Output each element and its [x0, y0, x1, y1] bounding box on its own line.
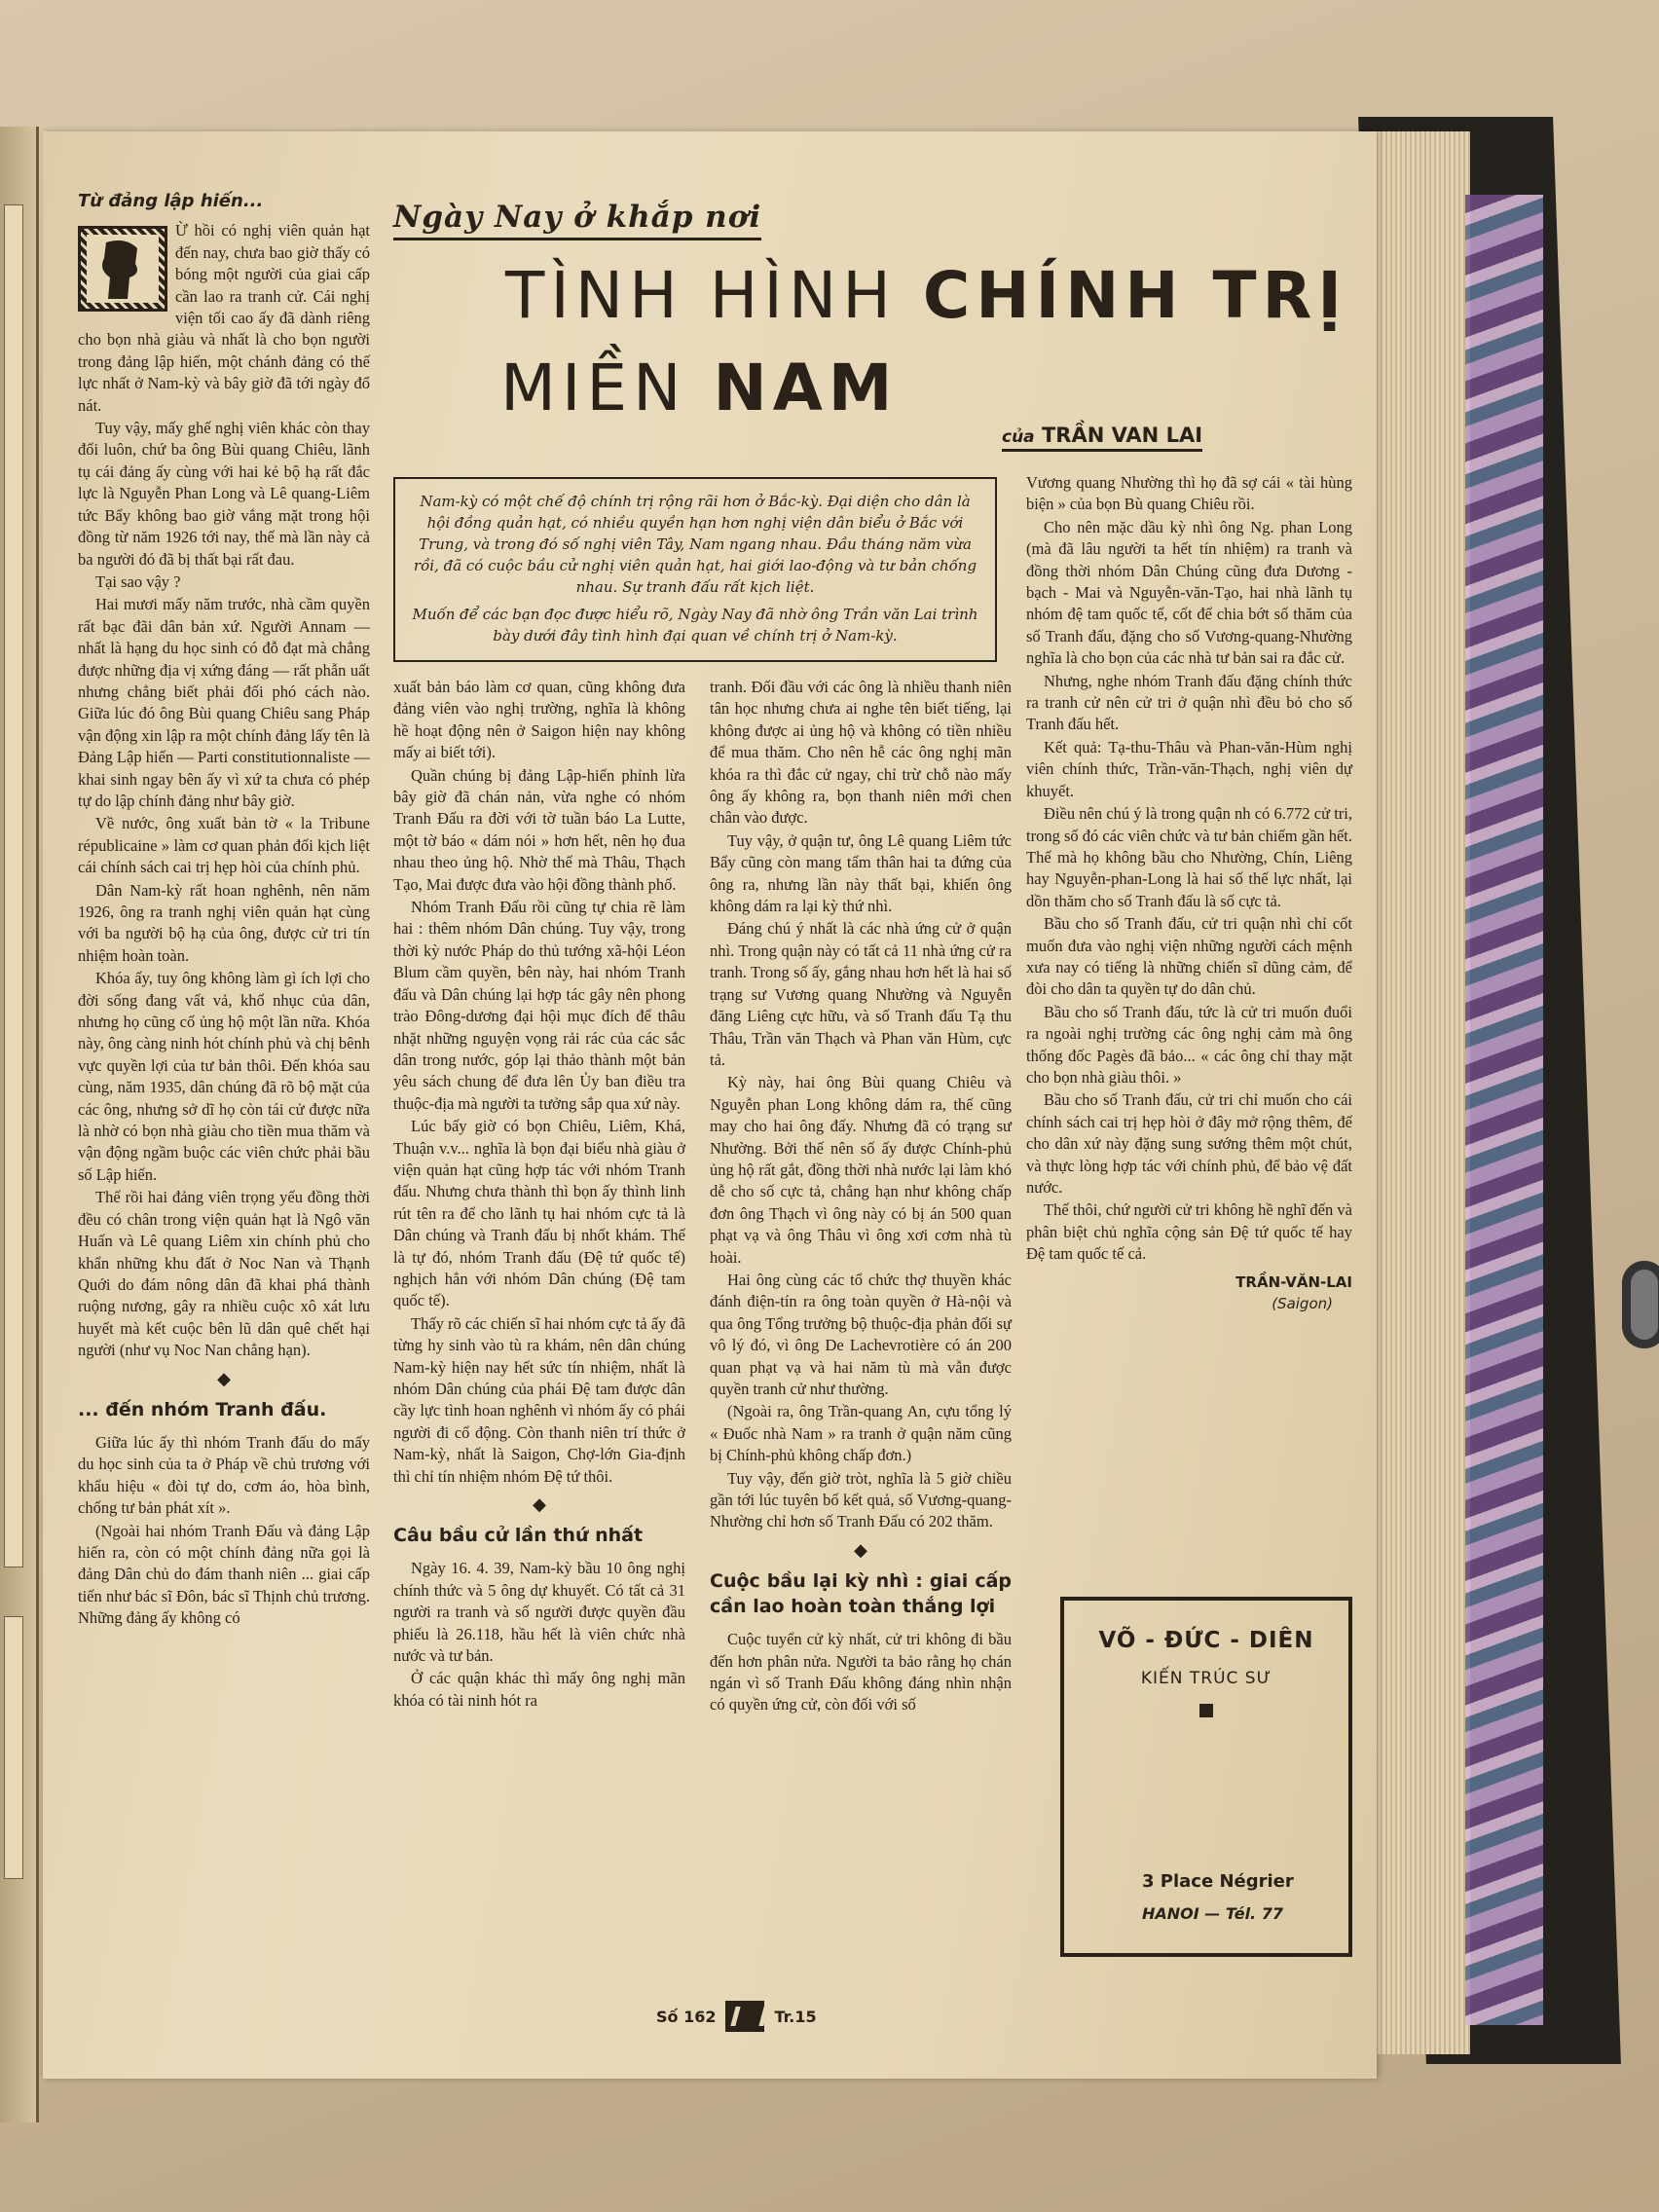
paragraph: Nhóm Tranh Đấu rồi cũng tự chia rẽ làm hai : thêm nhóm Dân chúng. Tuy vậy, trong thời kỳ nước Pháp do thủ tướng xã-hội Léon Blum cầm quyền, bên này, hai nhóm Tranh đấu và Dân chúng lại hợp tác gây nên phong trào Đông-dương đại hội mục đích để thâu nhặt những nguyện vọng rải rác của các sắc dân trong nước, góp lại thảo thành một bản yêu sách chung để đưa lên Ủy ban điều tra thuộc-địa mà người ta tưởng sắp qua xứ này. — [393, 898, 685, 1113]
paragraph: Bầu cho số Tranh đấu, cử tri quận nhì chỉ cốt muốn đưa vào nghị viện những người cách mệnh xưa nay có tiếng là những chiến sĩ dũng cảm, để đòi cho dân ta quyền tự do dân chủ. — [1026, 914, 1352, 999]
paragraph: Tại sao vậy ? — [95, 571, 181, 591]
paragraph: Dân Nam-kỳ rất hoan nghênh, nên năm 1926, ông ra tranh nghị viên quản hạt cùng với ba người bộ hạ của ông, được cử tri tín nhiệm hoàn toàn. — [78, 880, 370, 965]
paragraph: Tuy vậy, ở quận tư, ông Lê quang Liêm tức Bẩy cũng còn mang tấm thân hai ta đứng của ông ra, nhưng lần này thất bại, khiến ông không dám ra lại kỳ thứ nhì. — [710, 830, 1012, 916]
column-3 — [710, 677, 1012, 1717]
profile-icon — [87, 235, 159, 303]
page-footer — [656, 2001, 817, 2032]
author-signature — [1026, 1272, 1352, 1315]
paragraph: Kết quả: Tạ-thu-Thâu và Phan-văn-Hùm nghị viên chính thức, Trần-văn-Thạch, nghị viên dự khuyết. — [1026, 737, 1352, 800]
paragraph: Bầu cho số Tranh đấu, cử tri chỉ muốn cho cái chính sách cai trị hẹp hòi ở đây mở rộng thêm, để cho dân xứ này đặng sung sướng thêm một chút, và thực lòng hợp tác với chính phủ, để bảo vệ đất nước. — [1026, 1090, 1352, 1197]
paragraph: Thấy rõ các chiến sĩ hai nhóm cực tả ấy đã từng hy sinh vào tù ra khám, nên dân chúng Nam-kỳ hiện nay hết sức tín nhiệm, nhất là nhóm Dân chúng của phái Đệ tam được dân cầy lực tình hoan nghênh vì nhóm ấy có phái người đi cổ động. Còn thanh niên trí thức ở Nam-kỳ, nhất là Saigon, Chợ-lớn Gia-định thì chỉ tín nhiệm nhóm Đệ tứ thôi. — [393, 1313, 685, 1486]
paragraph: Cuộc tuyển cử kỳ nhất, cử tri không đi bầu đến hơn phân nửa. Người ta bảo rằng họ chán ngán vì số Tranh Đấu không đáng nhìn nhận có quyền ứng cử, còn đối với số — [710, 1630, 1012, 1714]
ngay-nay-logo-icon — [725, 2001, 764, 2032]
paragraph: Tuy vậy, mấy ghế nghị viên khác còn thay đổi luôn, chứ ba ông Bùi quang Chiêu, lãnh tụ cái đảng ấy cùng với hai kẻ bộ hạ rất đắc lực là Nguyễn Phan Long và Lê quang-Liêm tức Bẩy không bao giờ vắng mặt trong hội đồng từ năm 1926 tới nay, thế mà lần này cả ba người đó đã bị thất bại rất đau. — [78, 419, 370, 569]
paragraph: Ngày 16. 4. 39, Nam-kỳ bầu 10 ông nghị chính thức và 5 ông dự khuyết. Có tất cả 31 người ra tranh và số người được quyền đầu phiếu là 26.118, hầu hết là viên chức nhà nước và tư bản. — [393, 1559, 685, 1666]
paragraph: (Ngoài ra, ông Trần-quang An, cựu tổng lý « Đuốc nhà Nam » ra tranh ở quận năm cũng bị Chính-phủ không chấp đơn.) — [710, 1402, 1012, 1465]
paragraph: Hai mươi mấy năm trước, nhà cầm quyền rất bạc đãi dân bản xứ. Người Annam — nhất là hạng du học sinh có đỗ đạt mà chẳng được những địa vị xứng đáng — rất phẫn uất nhưng chẳng biết phải đối phó cách nào. Giữa lúc đó ông Bùi quang Chiêu sang Pháp vận động xin lập ra một chính đảng lấy tên là Đảng Lập hiến — Parti constitutionnaliste — khai sinh ngay bên ấy vì xứ ta chưa có phép tự do lập chính đảng như bây giờ. — [78, 595, 370, 810]
page-block-edge — [1363, 131, 1470, 2054]
paragraph: Ừ hồi có nghị viên quản hạt đến nay, chưa bao giờ thấy có bóng một người của giai cấp cần lao ra tranh cử. Cái nghị viện tối cao ấy đã dành riêng cho bọn nhà giàu và nhất là cho bọn người trong đảng lập hiến, một chánh đảng có thế lực nhất ở Nam-kỳ và bây giờ đã tới ngày đổ nát. — [78, 221, 370, 415]
byline-author: TRẦN VAN LAI — [1041, 424, 1203, 447]
paragraph: Quần chúng bị đảng Lập-hiến phỉnh lừa bây giờ đã chán nản, vừa nghe có nhóm Tranh Đấu ra đời với tờ tuần báo La Lutte, một tờ báo « dám nói » hơn hết, nên họ đua nhau theo ủng hộ. Nhờ thế mà Thâu, Thạch Tạo, Mai được đưa vào hội đồng thành phố. — [393, 765, 685, 894]
headline-part: MIỀN — [500, 350, 687, 425]
column-2 — [393, 677, 685, 1713]
section-heading: ... đến nhóm Tranh đấu. — [78, 1398, 327, 1420]
signature-place: (Saigon) — [1272, 1295, 1333, 1313]
lead-box — [393, 477, 997, 662]
page-number: Tr.15 — [774, 2007, 817, 2026]
paragraph: Nhưng, nghe nhóm Tranh đấu đặng chính thức ra tranh cử nên cử tri ở quận nhì đều bỏ cho số Tranh đấu hết. — [1026, 671, 1352, 734]
paragraph: Thế rồi hai đảng viên trọng yếu đồng thời đều có chân trong viện quản hạt là Ngô văn Huấn và Lê quang Liêm xin chính phủ cho khẩn những khu đất ở Noc Nan và Thạnh Quới do đám nông dân đã khai phá thành ruộng nương, gây ra nhiều cuộc xô xát lưu huyết mà kết cuộc bên lũ dân quê chết hại người (như vụ Noc Nan chẳng hạn). — [78, 1188, 370, 1360]
marbled-endpaper — [1465, 195, 1543, 2025]
diamond-separator-icon: ◆ — [533, 1494, 546, 1515]
paragraph: Cho nên mặc dầu kỳ nhì ông Ng. phan Long (mà đã lâu người ta hết tín nhiệm) ra tranh và đồng thời nhóm Dân Chúng cũng đưa Dương - bạch - Mai và Nguyễn-văn-Tạo, hai nhà lãnh tụ nhóm đệ tam quốc tế, cốt để chia bớt số thăm của số Tranh đấu, đặng cho số Vương-quang-Nhường nghĩa là cho bọn của các nhà tư bản sai ra đắc cử. — [1026, 517, 1352, 668]
issue-number: Số 162 — [656, 2007, 717, 2026]
column-1 — [78, 185, 370, 1631]
ad-name: VÕ - ĐỨC - DIÊN — [1098, 1628, 1314, 1653]
headline-part-bold: NAM — [713, 350, 899, 425]
section-heading: Từ đảng lập hiến... — [78, 191, 264, 211]
column-4 — [1026, 472, 1352, 1314]
paragraph: Thế thôi, chứ người cử tri không hề nghĩ đến và phân biệt chủ nghĩa cộng sản Đệ tứ quốc tế hay Đệ tam quốc tế cả. — [1026, 1200, 1352, 1264]
paragraph: Về nước, ông xuất bản tờ « la Tribune républicaine » làm cơ quan phản đối kịch liệt cái chính sách cai trị hẹp hòi của chính phủ. — [78, 814, 370, 877]
section-heading: Câu bầu cử lần thứ nhất — [393, 1525, 644, 1547]
diamond-separator-icon: ◆ — [854, 1539, 867, 1560]
section-kicker: Ngày Nay ở khắp nơi — [393, 200, 761, 240]
paragraph: tranh. Đối đầu với các ông là nhiều thanh niên tân học nhưng chưa ai nghe tên biết tiếng, lại không được ai ủng hộ và không có tiền nhiều để mua thăm. Cho nên hễ các ông nghị mãn khóa ra thì đắc cử ngay, chỉ trừ chỗ nào mấy ông ấy không ra, bọn thanh niên mới chen chân vào được. — [710, 678, 1012, 828]
paragraph: Lúc bấy giờ có bọn Chiêu, Liêm, Khá, Thuận v.v... nghĩa là bọn đại biểu nhà giàu ở viện quản hạt cũng hợp tác với nhóm Tranh đấu. Nhưng chưa thành thì bọn ấy thình linh rút tên ra để cho lãnh tụ hai nhóm cực tả là Dân chúng và Tranh đấu bị nhốt khám. Thế là tự đó, nhóm Tranh đấu (Đệ tứ quốc tế) nghịch hẳn với nhóm Dân chúng (Đệ tam quốc tế). — [393, 1117, 685, 1310]
paragraph: Điều nên chú ý là trong quận nh có 6.772 cử tri, trong số đó các viên chức và tư bản chiếm gần hết. Thế mà họ không bầu cho Nhường, Chín, Liêng hay Nguyễn-phan-Long là hai số thế lực nhất, lại dồn thăm cho số Tranh đấu là số cực tả. — [1026, 804, 1352, 910]
previous-page-margin — [4, 204, 23, 1567]
ad-city: HANOI — Tél. 77 — [1142, 1904, 1283, 1923]
previous-page-edge — [0, 127, 39, 2122]
lead-paragraph: Muốn để các bạn đọc được hiểu rõ, Ngày Nay đã nhờ ông Trần văn Lai trình bày dưới đây tình hình đại quan về chính trị ở Nam-kỳ. — [412, 606, 978, 645]
headline-part: TÌNH HÌNH — [505, 258, 897, 333]
paragraph: Tuy vậy, đến giờ tròt, nghĩa là 5 giờ chiều gần tới lúc tuyên bố kết quả, số Vương-quang-Nhường chỉ hơn số Tranh Đấu có 202 thăm. — [710, 1468, 1012, 1531]
paragraph: Ở các quận khác thì mấy ông nghị mãn khóa có tài ninh hót ra — [393, 1669, 685, 1710]
newspaper-page — [43, 131, 1377, 2079]
architect-advertisement — [1060, 1597, 1352, 1957]
dropcap-illustration — [78, 226, 167, 312]
square-bullet-icon — [1199, 1704, 1213, 1717]
paragraph: Vương quang Nhường thì họ đã sợ cái « tài hùng biện » của bọn Bù quang Chiêu rồi. — [1026, 473, 1352, 514]
paragraph: xuất bản báo làm cơ quan, cũng không đưa đảng viên vào nghị trường, nghĩa là không hề hoạt động nên ở Saigon hiện nay không mấy ai biết tới). — [393, 678, 685, 762]
byline — [1002, 424, 1202, 452]
headline-part-bold: CHÍNH TRỊ — [922, 258, 1347, 333]
paragraph: Hai ông cùng các tổ chức thợ thuyền khác đánh điện-tín ra ông toàn quyền ở Hà-nội và qua ông Tổng trưởng bộ thuộc-địa phản đối sự vô lý đó, vì ông De Lachevrotière có án 200 quan phạt vạ và hai năm tù mà vẫn được quyền tranh cử như thường. — [710, 1270, 1012, 1398]
paragraph: Kỳ này, hai ông Bùi quang Chiêu và Nguyễn phan Long không dám ra, thế cũng may cho hai ông đấy. Nhưng đã có trạng sư Nhường. Bởi thế nên số ấy được Chính-phủ ủng hộ rất gắt, đồng thời nhà nước lại làm khó dễ cho số cực tả, chẳng hạn như không chấp đơn ông Thạch vì ông này có bị án 500 quan phạt vạ và ông Thâu vì ông xơi cơm nhà tù hoài. — [710, 1073, 1012, 1267]
binder-ring — [1622, 1261, 1659, 1348]
ad-profession: KIẾN TRÚC SƯ — [1140, 1669, 1272, 1688]
headline-line-2 — [500, 350, 898, 425]
paragraph: Khóa ấy, tuy ông không làm gì ích lợi cho đời sống đang vất vả, khổ nhục của dân, nhưng họ cũng cố ủng hộ một lần nữa. Khóa này, ông càng ninh hót chính phủ và chị bênh vực quyền lợi của tư bản thôi. Đến khóa sau cùng, năm 1935, dân chúng đã rõ bộ mặt của các ông, nhưng sở dĩ họ còn tái cử được nữa là nhờ có bọn nhà giàu cho tiền mua thăm và vận động ngầm buộc các viên chức phải bầu số Lập hiến. — [78, 969, 370, 1184]
byline-prefix: của — [1002, 427, 1035, 447]
headline-line-1 — [505, 258, 1347, 333]
diamond-separator-icon: ◆ — [217, 1368, 231, 1388]
previous-page-margin — [4, 1616, 23, 1879]
paragraph: Bầu cho số Tranh đấu, tức là cử tri muốn đuổi ra ngoài nghị trường các ông nghị cảm mà ông thống đốc Pagès đã bảo... « các ông chỉ thay mặt cho bọn nhà giàu thôi. » — [1026, 1002, 1352, 1087]
paragraph: (Ngoài hai nhóm Tranh Đấu và đảng Lập hiến ra, còn có một chính đảng nữa gọi là đảng Dân chủ do đám thanh niên ... giai cấp tiến như bác sĩ Đôn, bác sĩ Thịnh chủ trương. Những đảng ấy không có — [78, 1521, 370, 1628]
signature-name: TRẦN-VĂN-LAI — [1235, 1272, 1352, 1291]
paragraph: Đáng chú ý nhất là các nhà ứng cử ở quận nhì. Trong quận này có tất cả 11 nhà ứng cử ra tranh. Trong số ấy, gắng nhau hơn hết là hai số trạng sư Vương quang Nhường và Nguyễn đăng Liêng cực hữu, và số Tranh đấu Tạ thu Thâu, Trần văn Thạch và Phan văn Hùm, cực tả. — [710, 919, 1012, 1069]
paragraph: Giữa lúc ấy thì nhóm Tranh đấu do mấy du học sinh của ta ở Pháp về chủ trương với khẩu hiệu « đòi tự do, cơm áo, hòa bình, chống tư bản phát xít ». — [78, 1432, 370, 1518]
section-heading: Cuộc bầu lại kỳ nhì : giai cấp cần lao hoàn toàn thắng lợi — [710, 1570, 1012, 1618]
ad-address: 3 Place Négrier — [1142, 1871, 1294, 1892]
lead-paragraph: Nam-kỳ có một chế độ chính trị rộng rãi hơn ở Bắc-kỳ. Đại diện cho dân là hội đồng quản hạt, có nhiều quyền hạn hơn nghị viện dân biểu ở Bắc với Trung, và trong đó số nghị viên Tây, Nam ngang nhau. Đầu tháng năm vừa rồi, đã có cuộc bầu cử nghị viên quản hạt, hai giới lao-động và tư bản chống nhau. Sự tranh đấu rất kịch liệt. — [413, 493, 977, 596]
